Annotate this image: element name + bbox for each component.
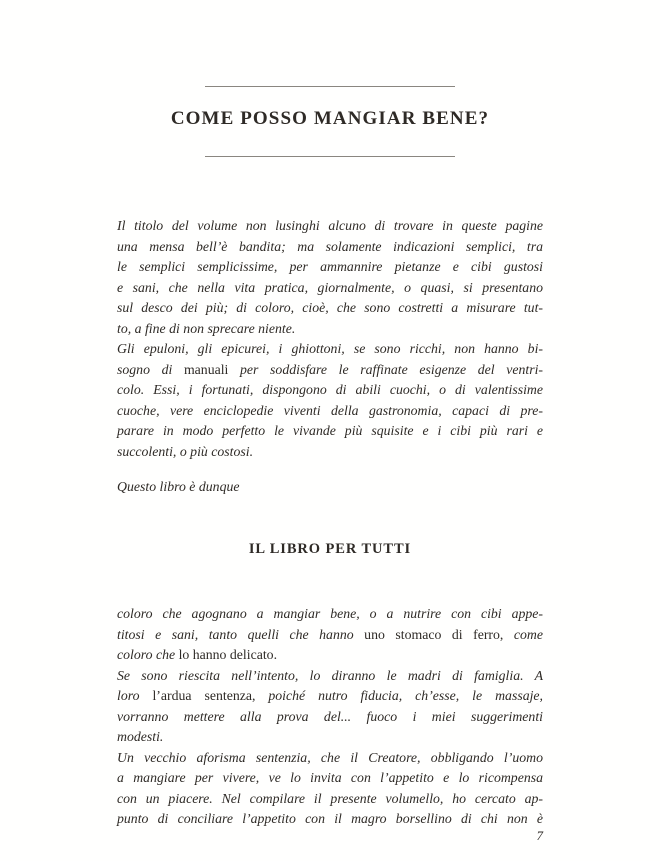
title-rule-bottom bbox=[205, 156, 455, 157]
line-text: coloro che bbox=[117, 647, 179, 662]
text-line bbox=[117, 216, 543, 237]
roman-emphasis: manuali bbox=[183, 361, 229, 377]
line-text: punto di conciliare l’appetito con il magro borsellino di chi non è bbox=[117, 811, 543, 826]
body-text-block-2 bbox=[117, 604, 543, 830]
text-line bbox=[117, 707, 543, 728]
line-text: una mensa bell’è bandita; ma solamente indicazioni semplici, tra bbox=[117, 238, 543, 254]
chapter-title: COME POSSO MANGIAR BENE? bbox=[170, 108, 490, 129]
line-text: vorranno mettere alla prova del... fuoco i miei suggerimenti bbox=[117, 708, 543, 724]
body-text-block-1 bbox=[117, 216, 543, 462]
text-line bbox=[117, 686, 543, 707]
text-line bbox=[117, 257, 543, 278]
line-text: to, a fine di non sprecare niente. bbox=[117, 320, 296, 336]
roman-emphasis: l’ardua sentenza, bbox=[152, 688, 256, 703]
text-line bbox=[117, 442, 543, 463]
section-heading: IL LIBRO PER TUTTI bbox=[248, 541, 412, 557]
line-text: loro bbox=[117, 688, 153, 703]
text-line bbox=[117, 237, 543, 258]
line-text: colo. Essi, i fortunati, dispongono di abili cuochi, o di valentissime bbox=[117, 382, 543, 397]
text-line bbox=[117, 604, 543, 625]
interlude-line: Questo libro è dunque bbox=[117, 479, 240, 494]
line-text: cuoche, vere enciclopedie viventi della gastronomia, capaci di pre- bbox=[117, 402, 543, 418]
text-line bbox=[117, 809, 543, 830]
roman-emphasis: uno stomaco di ferro, bbox=[364, 626, 504, 642]
line-text: per soddisfare le raffinate esigenze del ventri- bbox=[228, 361, 543, 377]
text-line bbox=[117, 625, 543, 646]
line-text: con un piacere. Nel compilare il presente volumello, ho cercato ap- bbox=[117, 790, 543, 806]
title-rule-top bbox=[205, 86, 455, 87]
line-text: parare in modo perfetto le vivande più squisite e i cibi più rari e bbox=[117, 423, 543, 438]
line-text: Se sono riescita nell’intento, lo diranno le madri di famiglia. A bbox=[117, 667, 543, 683]
text-line bbox=[117, 339, 543, 360]
text-line bbox=[117, 319, 543, 340]
text-line bbox=[117, 666, 543, 687]
text-line bbox=[117, 421, 543, 442]
text-line bbox=[117, 380, 543, 401]
line-text: a mangiare per vivere, ve lo invita con l’appetito e lo ricompensa bbox=[117, 770, 543, 785]
line-text: titosi e sani, tanto quelli che hanno bbox=[117, 626, 365, 642]
text-line bbox=[117, 360, 543, 381]
line-text: succolenti, o più costosi. bbox=[117, 443, 254, 459]
line-text: sul desco dei più; di coloro, cioè, che sono costretti a misurare tut- bbox=[117, 300, 543, 315]
text-line bbox=[117, 278, 543, 299]
text-line bbox=[117, 789, 543, 810]
text-line bbox=[117, 645, 543, 666]
page-number: 7 bbox=[536, 828, 543, 843]
line-text: sogno di bbox=[117, 361, 184, 377]
text-line bbox=[117, 298, 543, 319]
roman-emphasis: lo hanno delicato. bbox=[178, 647, 278, 662]
line-text: modesti. bbox=[117, 729, 164, 744]
line-text: Un vecchio aforisma sentenzia, che il Creatore, obbligando l’uomo bbox=[117, 749, 543, 765]
line-text: coloro che agognano a mangiar bene, o a nutrire con cibi appe- bbox=[117, 606, 543, 621]
line-text: e sani, che nella vita pratica, giornalmente, o quasi, si presentano bbox=[117, 279, 543, 295]
line-text: Il titolo del volume non lusinghi alcuno di trovare in queste pagine bbox=[117, 218, 543, 233]
text-line bbox=[117, 401, 543, 422]
text-line bbox=[117, 748, 543, 769]
text-line bbox=[117, 727, 543, 748]
line-text: poiché nutro fiducia, ch’esse, le massaje, bbox=[255, 688, 543, 703]
line-text: Gli epuloni, gli epicurei, i ghiottoni, se sono ricchi, non hanno bi- bbox=[117, 341, 543, 356]
line-text: le semplici semplicissime, per ammannire pietanze e cibi gustosi bbox=[117, 259, 543, 274]
line-text: come bbox=[503, 626, 543, 642]
text-line bbox=[117, 768, 543, 789]
